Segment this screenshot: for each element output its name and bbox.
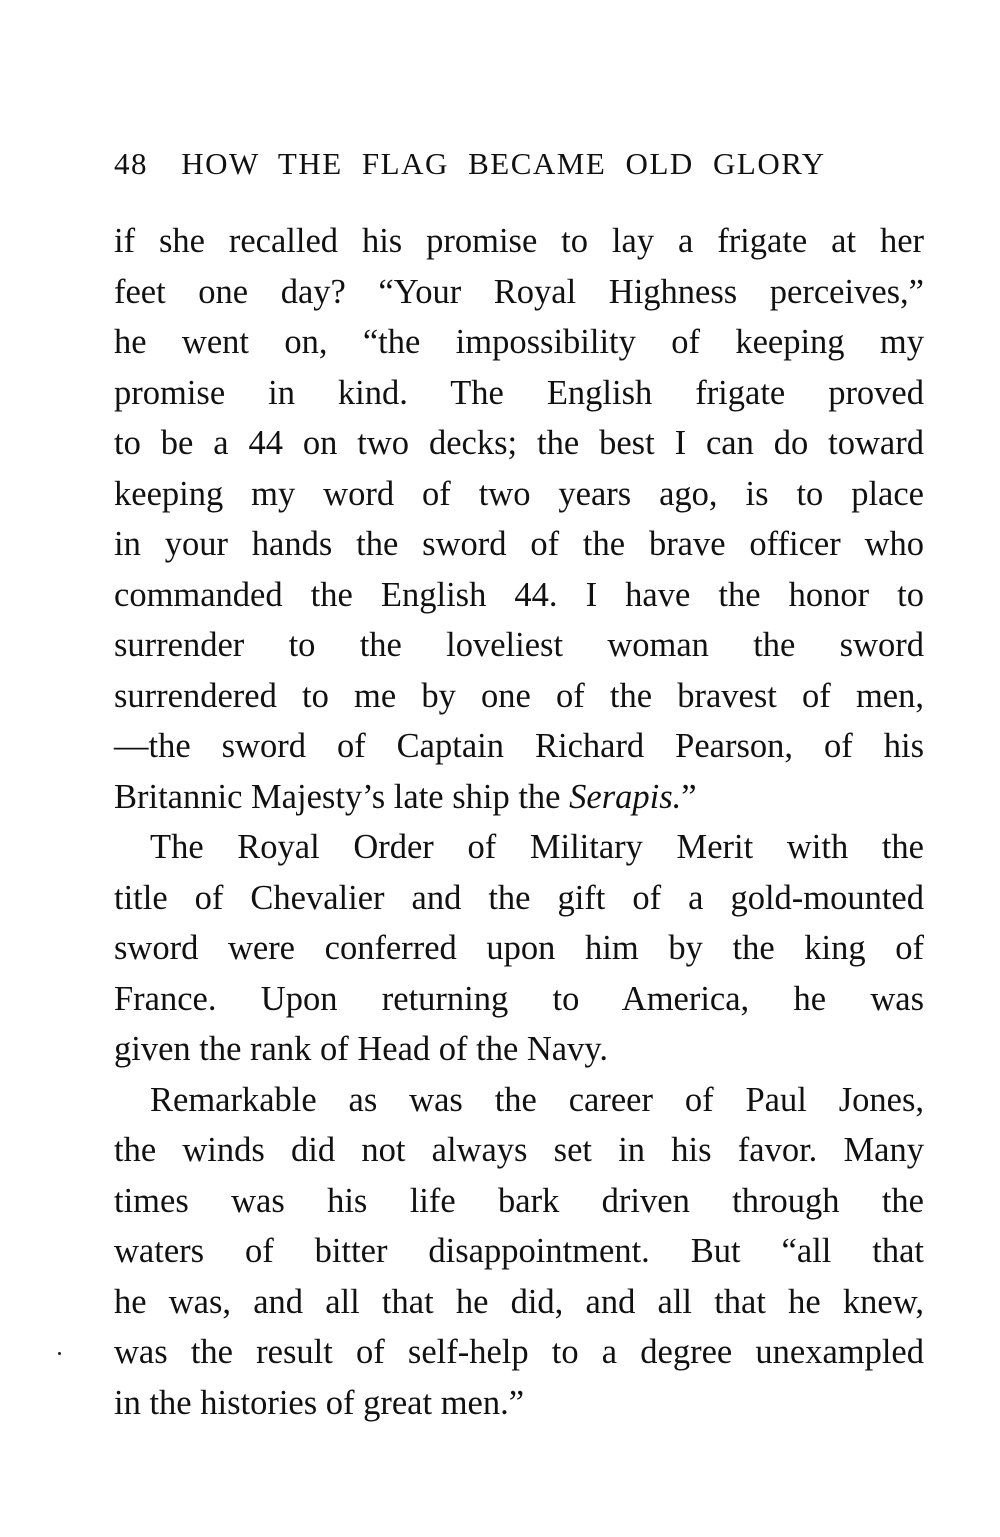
text-line: to be a 44 on two decks; the best I can do toward <box>114 424 924 462</box>
closing-quote: ” <box>681 777 697 816</box>
text-line <box>114 772 924 823</box>
text-line: in the histories of great men.” <box>114 1383 525 1422</box>
text-line: he went on, “the impossibility of keeping my <box>114 323 924 361</box>
text-line: Remarkable as was the career of Paul Jones, <box>150 1080 924 1119</box>
text-line: The Royal Order of Military Merit with the <box>150 828 924 866</box>
text-line: the winds did not always set in his favor. Many <box>114 1131 924 1169</box>
text-line: times was his life bark driven through the <box>114 1181 924 1220</box>
text-line: in your hands the sword of the brave officer who <box>114 525 924 563</box>
text-line: commanded the English 44. I have the honor to <box>114 575 924 614</box>
running-head <box>114 146 904 182</box>
stray-ink-dot <box>58 1352 61 1355</box>
text-line: sword were conferred upon him by the king of <box>114 929 924 967</box>
text-line: surrender to the loveliest woman the sword <box>114 626 924 664</box>
text-line: keeping my word of two years ago, is to place <box>114 474 924 513</box>
text-line: surrendered to me by one of the bravest of men, <box>114 676 924 715</box>
text-line: if she recalled his promise to lay a frigate at her <box>114 222 924 260</box>
text-line: feet one day? “Your Royal Highness perceives,” <box>114 272 924 311</box>
ship-name: Serapis. <box>569 777 682 816</box>
text-line: France. Upon returning to America, he was <box>114 979 924 1018</box>
text-line: —the sword of Captain Richard Pearson, of his <box>114 727 924 765</box>
body-text <box>114 216 924 1428</box>
text-line: title of Chevalier and the gift of a gold-mounted <box>114 878 924 917</box>
text-line: waters of bitter disappointment. But “all that <box>114 1232 924 1270</box>
running-title: HOW THE FLAG BECAME OLD GLORY <box>181 146 826 181</box>
text-line: was the result of self-help to a degree unexampled <box>114 1333 924 1371</box>
text-line: given the rank of Head of the Navy. <box>114 1030 609 1068</box>
text-line: promise in kind. The English frigate proved <box>114 373 924 412</box>
line-text: Britannic Majesty’s late ship the <box>114 777 570 816</box>
page-number: 48 <box>114 146 148 181</box>
text-line: he was, and all that he did, and all that he knew, <box>114 1282 924 1321</box>
